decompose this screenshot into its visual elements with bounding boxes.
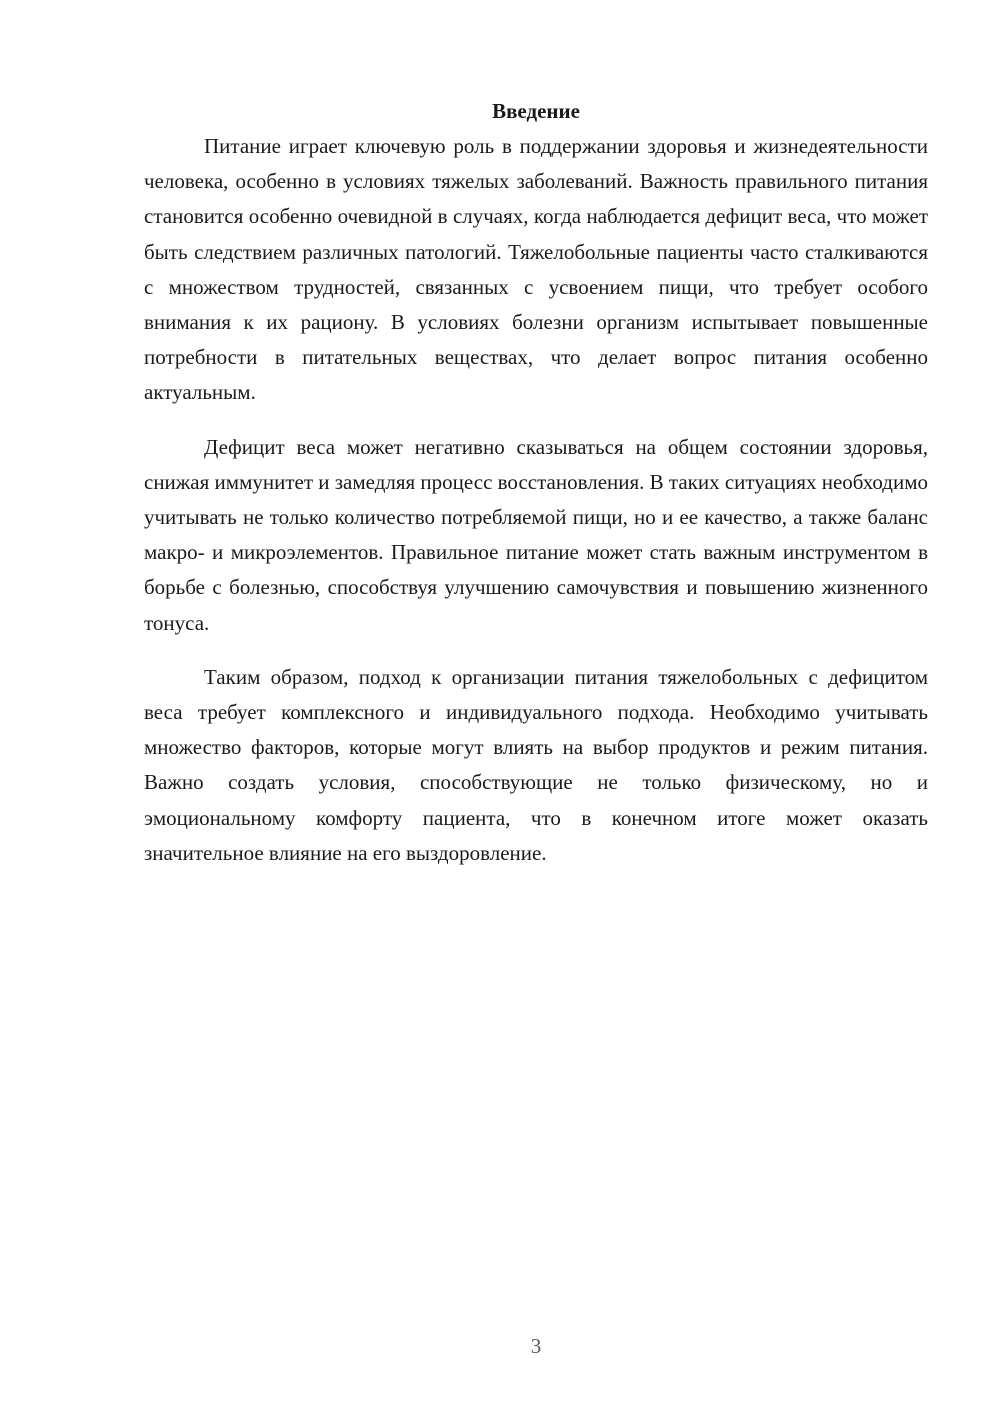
paragraph-2: Дефицит веса может негативно сказываться на общем состоянии здоровья, снижая иммунитет и замедляя процесс восстановления. В таких ситуациях необходимо учитывать не только количество потребляемой пищи, но и ее качество, а также баланс макро- и микроэлементов. Правильное питание может стать важным инструментом в борьбе с болезнью, способствуя улучшению самочувствия и повышению жизненного тонуса.: [144, 434, 928, 635]
section-title: Введение: [492, 99, 580, 123]
body-text: [144, 129, 928, 871]
paragraph-3: Таким образом, подход к организации питания тяжелобольных с дефицитом веса требует комплексного и индивидуального подхода. Необходимо учитывать множество факторов, которые могут влиять на выбор продуктов и режим питания. Важно создать условия, способствующие не только физическому, но и эмоциональному комфорту пациента, что в конечном итоге может оказать значительное влияние на его выздоровление.: [144, 664, 928, 865]
page-number-footer: [0, 1332, 1000, 1360]
paragraph-1: Питание играет ключевую роль в поддержании здоровья и жизнедеятельности человека, особенно в условиях тяжелых заболеваний. Важность правильного питания становится особенно очевидной в случаях, когда наблюдается дефицит веса, что может быть следствием различных патологий. Тяжелобольные пациенты часто сталкиваются с множеством трудностей, связанных с усвоением пищи, что требует особого внимания к их рациону. В условиях болезни организм испытывает повышенные потребности в питательных веществах, что делает вопрос питания особенно актуальным.: [144, 134, 928, 405]
page-number: 3: [530, 1334, 542, 1358]
page-content: [144, 94, 928, 871]
